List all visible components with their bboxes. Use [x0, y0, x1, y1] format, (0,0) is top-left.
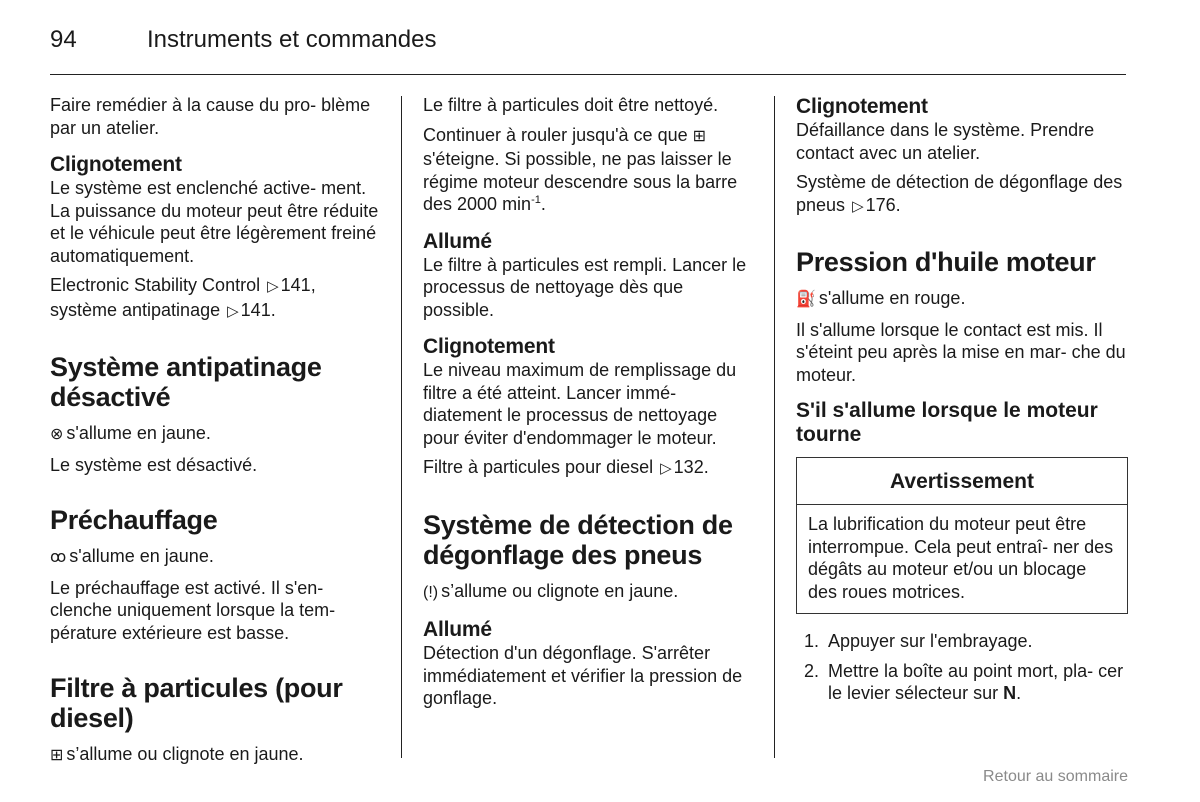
section-title-antipatinage: Système antipatinage désactivé	[50, 352, 322, 412]
page-link[interactable]: 176.	[865, 194, 901, 215]
section-heading-tourne: S'il s'allume lorsque le moteur tourne	[796, 399, 1098, 446]
section-title-detection: Système de détection de dégonflage des pneus	[423, 509, 733, 570]
page-reference-arrow-icon[interactable]: ▷	[852, 197, 864, 215]
header-divider	[50, 74, 1126, 75]
section-heading-clignotement: Clignotement	[423, 335, 555, 358]
list-item: 2. Mettre la boîte au point mort, pla- cer le levier sélecteur sur N.	[804, 660, 1124, 703]
section-heading-allume: Allumé	[423, 229, 492, 253]
page-title: Instruments et commandes	[147, 26, 437, 53]
prechauffage-text: Le préchauffage est activé. Il s'en- clenche uniquement lorsque la tem- pérature extérieure est basse.	[50, 577, 336, 643]
particle-filter-icon: ⊞	[692, 127, 707, 145]
traction-off-icon: ⊗	[50, 426, 64, 443]
page-link[interactable]: 132.	[673, 457, 709, 477]
page-reference-arrow-icon[interactable]: ▷	[267, 278, 279, 295]
section-title-filtre: Filtre à particules (pour diesel)	[50, 673, 343, 733]
allume2-text: Détection d'un dégonflage. S'arrêter immédiatement et vérifier la pression de gonflage.	[423, 643, 743, 708]
warning-title: Avertissement	[797, 458, 1127, 505]
clignotement-text: Défaillance dans le système. Prendre contact avec un atelier.	[796, 120, 1095, 163]
section-heading-allume: Allumé	[423, 618, 492, 641]
warning-box	[796, 457, 1128, 614]
section-heading-clignotement: Clignotement	[50, 153, 182, 176]
section-title-huile: Pression d'huile moteur	[796, 247, 1096, 277]
column-3: Clignotement Défaillance dans le système. Prendre contact avec un atelier. Système de détection de dégonflage des pneus ▷ 176. Pression d'huile moteur ⛽ s'allume en rouge. Il s'allume lorsque le contact est mis. Il s'éteint peu après la mise en mar- che du moteur. S'il s'allume lorsque le moteur tourne Avertissement La lubrification du moteur peut être interrompue. Cela peut entraî- ner des dégâts au moteur et/ou un blocage des roues motrices. 1. Appuyer sur l'embrayage. 2. Mettre la boîte au point mort, pla- cer le levier sélecteur sur N.	[796, 94, 1128, 712]
page-number: 94	[50, 26, 77, 53]
page-link[interactable]: 141,	[280, 275, 316, 295]
filtre-reference: Filtre à particules pour diesel ▷ 132.	[423, 456, 758, 481]
tire-pressure-icon: (!)	[423, 583, 439, 601]
clignotement-text: Le niveau maximum de remplissage du filtre a été atteint. Lancer immé- diatement le processus de nettoyage pour éviter d'endommager le moteur.	[423, 360, 737, 448]
column-2: Le filtre à particules doit être nettoyé. Continuer à rouler jusqu'à ce que ⊞ s'éteigne. Si possible, ne pas laisser le régime moteur descendre sous la barre des 2000 $\min^{-1}$. Allumé Le filtre à particules est rempli. Lancer le processus de nettoyage dès que possible. Clignotement Le niveau maximum de remplissage du filtre a été atteint. Lancer immé- diatement le processus de nettoyage pour éviter d'endommager le moteur. Filtre à particules pour diesel ▷ 132. Système de détection de dégonflage des pneus (!) s’allume ou clignote en jaune. Allumé Détection d'un dégonflage. S'arrêter immédiatement et vérifier la pression de gonflage.	[423, 94, 758, 717]
section-title-prechauffage: Préchauffage	[50, 505, 218, 535]
section-heading-clignotement: Clignotement	[796, 95, 928, 118]
column-divider	[774, 96, 775, 758]
nettoyage-text: Le filtre à particules doit être nettoyé.	[423, 95, 719, 115]
page-header	[50, 26, 1126, 76]
oil-pressure-icon: ⛽	[796, 291, 816, 308]
column-divider	[401, 96, 402, 758]
esc-reference: Electronic Stability Control ▷ 141, système antipatinage ▷ 141.	[50, 274, 380, 323]
continuer-text: Continuer à rouler jusqu'à ce que ⊞ s'éteigne. Si possible, ne pas laisser le régime moteur descendre sous la barre des 2000 $\min^{-1}$.	[423, 124, 738, 214]
column-1: Faire remédier à la cause du pro- blème par un atelier. Clignotement Le système est enclenché active- ment. La puissance du moteur peut être réduite et le véhicule peut être légèrement freiné automatiquement. Electronic Stability Control ▷ 141, système antipatinage ▷ 141. Système antipatinage désactivé ⊗ s'allume en jaune. Le système est désactivé. Préchauffage ꝏ s'allume en jaune. Le préchauffage est activé. Il s'en- clenche uniquement lorsque la tem- pérature extérieure est basse. Filtre à particules (pour diesel) ⊞ s’allume ou clignote en jaune.	[50, 94, 380, 775]
huile-text: Il s'allume lorsque le contact est mis. Il s'éteint peu après la mise en mar- che du moteur.	[796, 319, 1126, 385]
warning-text: La lubrification du moteur peut être interrompue. Cela peut entraî- ner des dégâts au moteur et/ou un blocage des roues motrices.	[808, 514, 1114, 602]
clignotement-text: Le système est enclenché active- ment. La puissance du moteur peut être réduite et le véhicule peut être légèrement freiné automatiquement.	[50, 178, 379, 266]
antipatinage-text: Le système est désactivé.	[50, 454, 258, 475]
page-reference-arrow-icon[interactable]: ▷	[227, 302, 239, 320]
allume-text: Le filtre à particules est rempli. Lancer le processus de nettoyage dès que possible.	[423, 254, 747, 320]
page-link[interactable]: 141.	[240, 299, 276, 320]
back-to-summary-link[interactable]: Retour au sommaire	[983, 768, 1128, 785]
intro-text: Faire remédier à la cause du pro- blème par un atelier.	[50, 95, 371, 138]
list-item: 1. Appuyer sur l'embrayage.	[804, 631, 1033, 651]
page-reference-arrow-icon[interactable]: ▷	[660, 460, 672, 477]
detection-reference: Système de détection de dégonflage des pneus ▷ 176.	[796, 171, 1128, 218]
glow-plug-icon: ꝏ	[50, 549, 67, 566]
particle-filter-icon: ⊞	[50, 747, 64, 764]
